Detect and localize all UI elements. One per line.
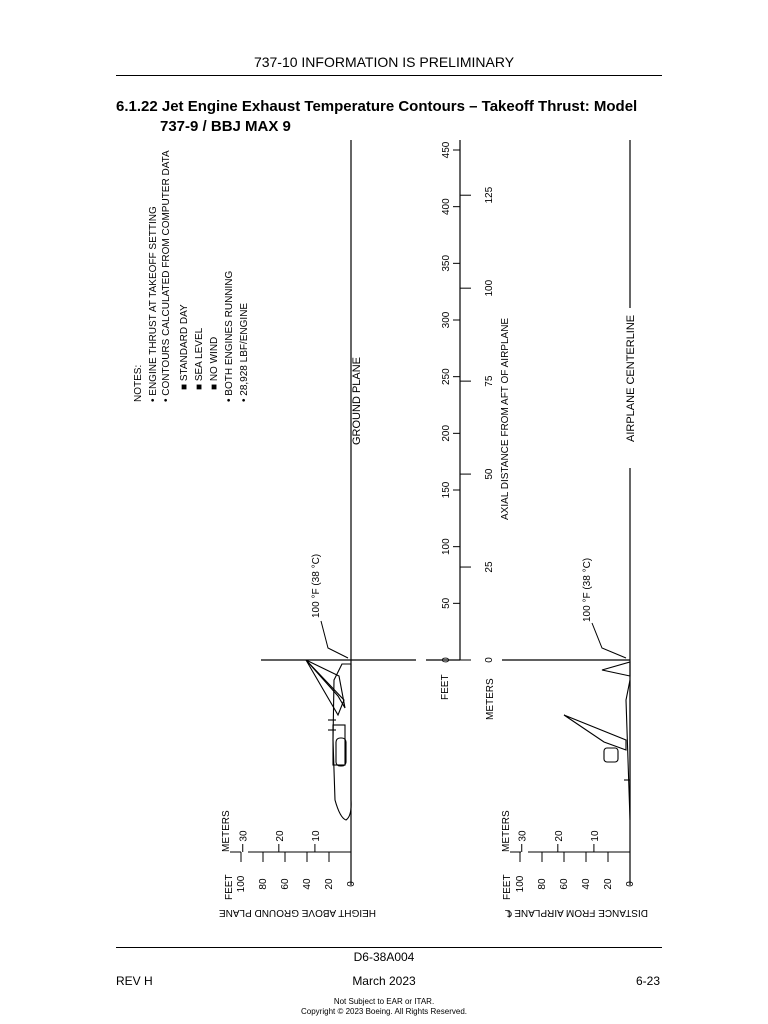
axial-meter-tick: 50 [484, 468, 495, 480]
revision-label: REV H [116, 974, 153, 988]
side-view [219, 140, 416, 918]
height-feet-tick: 0 [346, 881, 357, 887]
height-meter-tick: 10 [310, 830, 322, 842]
axial-meter-tick: 25 [484, 561, 495, 573]
distance-feet-label: FEET [502, 874, 513, 900]
axial-meter-tick: 75 [484, 375, 495, 387]
plan-contour-label: 100 °F (38 °C) [582, 557, 593, 622]
axial-axis-label: AXIAL DISTANCE FROM AFT OF AIRPLANE [500, 317, 511, 520]
distance-meters-label: METERS [501, 810, 512, 852]
axial-meter-tick: 0 [484, 657, 495, 663]
section-title-continued: 737-9 / BBJ MAX 9 [160, 118, 291, 135]
airplane-side-profile [306, 660, 351, 820]
plan-contour-leader-line [592, 623, 626, 658]
axial-feet-tick: 450 [441, 141, 452, 159]
height-feet-tick: 80 [258, 878, 269, 890]
note-item: • 28,928 LBF/ENGINE [239, 302, 250, 402]
height-feet-tick: 20 [324, 878, 335, 890]
height-feet-ticks [236, 852, 357, 892]
axial-feet-ticks [441, 141, 460, 663]
distance-feet-tick: 100 [515, 875, 526, 893]
axial-feet-label: FEET [440, 674, 451, 700]
axial-meter-ticks [460, 186, 495, 662]
axial-feet-tick: 50 [441, 597, 452, 609]
axial-feet-tick: 350 [441, 254, 452, 272]
height-meters-label: METERS [221, 810, 232, 852]
axial-meter-tick: 125 [484, 186, 495, 204]
header-rule [116, 75, 662, 76]
distance-meter-tick: 10 [589, 830, 601, 842]
distance-scale [501, 810, 648, 918]
height-feet-tick: 60 [280, 878, 291, 890]
section-title: 6.1.22 Jet Engine Exhaust Temperature Contours – Takeoff Thrust: Model [116, 98, 638, 115]
axial-feet-tick: 300 [441, 311, 452, 329]
distance-meter-tick: 20 [553, 830, 565, 842]
height-meter-tick: 20 [274, 830, 286, 842]
height-feet-tick: 100 [236, 875, 247, 893]
contour-leader-line [321, 621, 348, 658]
footer-rule [116, 947, 662, 948]
axial-feet-tick: 250 [441, 368, 452, 386]
height-axis-label: HEIGHT ABOVE GROUND PLANE [218, 907, 376, 918]
notes-heading: NOTES: [133, 364, 144, 402]
notes-block [133, 150, 250, 402]
axial-feet-tick: 200 [441, 424, 452, 442]
note-item: ■ SEA LEVEL [194, 327, 205, 390]
document-number: D6-38A004 [353, 950, 415, 964]
axial-feet-tick: 0 [441, 657, 452, 663]
distance-feet-tick: 40 [581, 878, 592, 890]
axial-feet-tick: 100 [441, 538, 452, 556]
note-item: • CONTOURS CALCULATED FROM COMPUTER DATA [161, 150, 172, 402]
revision-date: March 2023 [352, 974, 416, 988]
page-number: 6-23 [635, 974, 660, 988]
note-item: • BOTH ENGINES RUNNING [224, 270, 235, 402]
axial-meter-tick: 100 [484, 279, 495, 297]
note-item: ■ STANDARD DAY [179, 304, 190, 390]
ground-plane-label: GROUND PLANE [351, 356, 363, 445]
distance-feet-tick: 20 [603, 878, 614, 890]
distance-feet-tick: 60 [559, 878, 570, 890]
axial-meters-label: METERS [485, 678, 496, 720]
distance-axis-label: DISTANCE FROM AIRPLANE ℄ [505, 907, 648, 918]
preliminary-header: 737-10 INFORMATION IS PRELIMINARY [253, 54, 515, 70]
export-notice: Not Subject to EAR or ITAR. [333, 997, 435, 1006]
airplane-centerline-label: AIRPLANE CENTERLINE [625, 314, 637, 442]
distance-feet-tick: 80 [537, 878, 548, 890]
height-scale [219, 810, 376, 918]
height-feet-tick: 40 [302, 878, 313, 890]
height-meter-ticks [239, 830, 322, 852]
distance-meter-ticks [518, 830, 601, 852]
distance-feet-ticks [515, 852, 636, 892]
distance-feet-tick: 0 [625, 881, 636, 887]
note-item: • ENGINE THRUST AT TAKEOFF SETTING [148, 206, 159, 402]
copyright-notice: Copyright © 2023 Boeing. All Rights Reserved. [301, 1007, 467, 1016]
airplane-plan-view [564, 662, 630, 820]
exhaust-contour-figure [116, 140, 656, 930]
plan-view [426, 140, 648, 918]
axial-feet-tick: 400 [441, 198, 452, 216]
axial-feet-tick: 150 [441, 481, 452, 499]
height-feet-label: FEET [224, 874, 235, 900]
distance-meter-tick: 30 [517, 830, 529, 842]
note-item: ■ NO WIND [209, 336, 220, 390]
side-contour-label: 100 °F (38 °C) [311, 553, 322, 618]
height-meter-tick: 30 [238, 830, 250, 842]
